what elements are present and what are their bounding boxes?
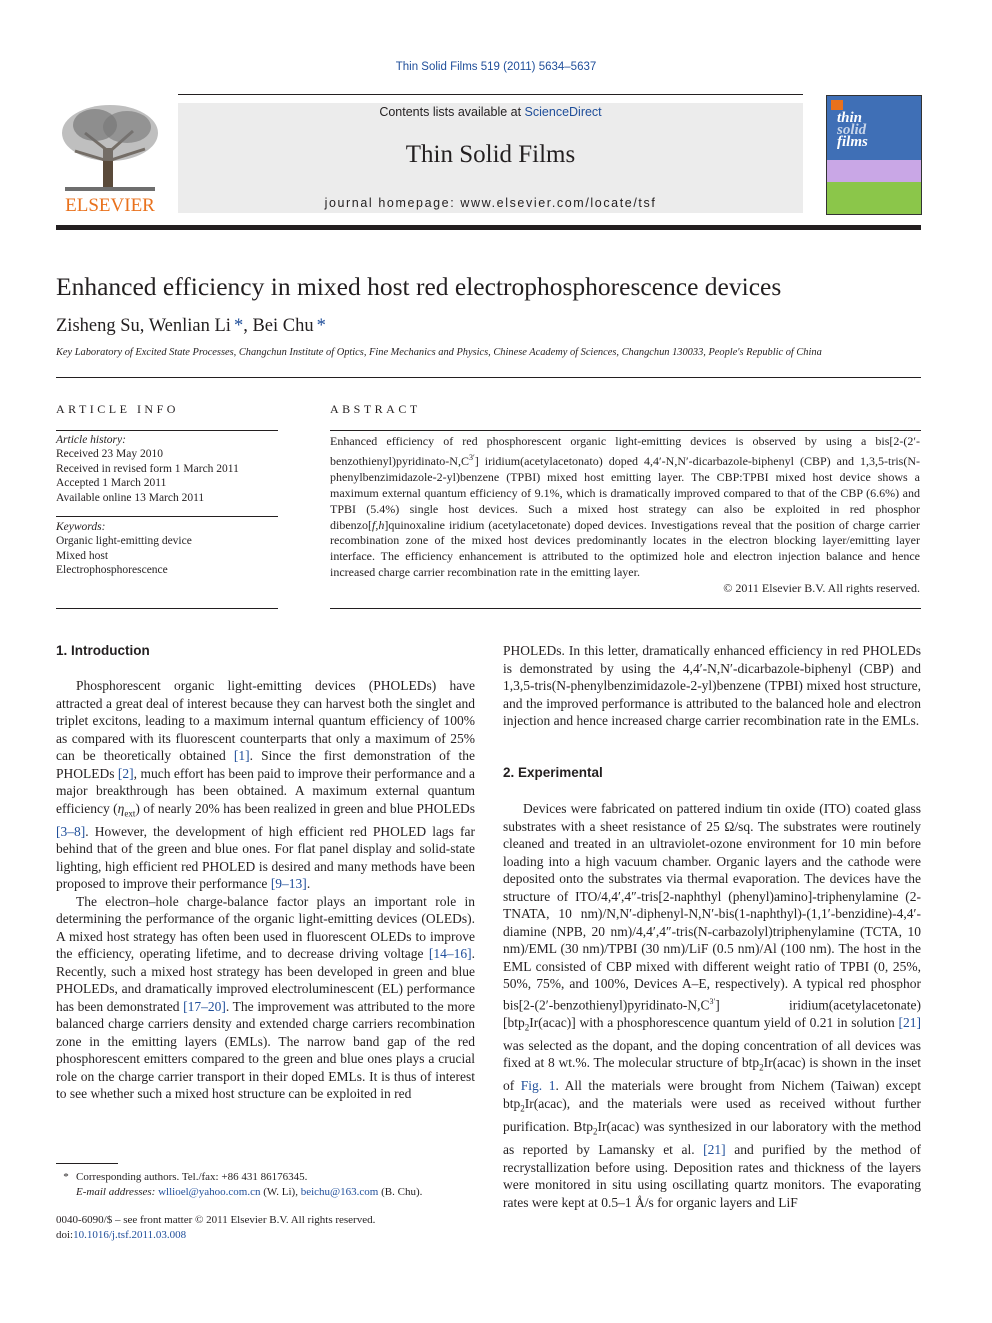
- ref-link[interactable]: [21]: [703, 1142, 726, 1158]
- affiliation: Key Laboratory of Excited State Processes, Changchun Institute of Optics, Fine Mechanics and Physics, Chinese Academy of Sciences, Changchun 130033, People's Republic of China: [56, 347, 822, 358]
- footnotes: * Corresponding authors. Tel./fax: +86 431 86176345. E-mail addresses: wllioel@yahoo.com.cn (W. Li), beichu@163.com (B. Chu).: [63, 1171, 423, 1198]
- abstract-heading: ABSTRACT: [330, 402, 421, 416]
- email-link[interactable]: beichu@163.com: [300, 1186, 379, 1198]
- journal-cover: [826, 95, 922, 215]
- elsevier-wordmark: ELSEVIER: [65, 195, 155, 215]
- contents-line: Contents lists available at ScienceDirect: [379, 105, 602, 119]
- article-info-heading: ARTICLE INFO: [56, 402, 179, 416]
- introduction-continued: PHOLEDs. In this letter, dramatically enhanced efficiency in red PHOLEDs is demonstrated by using the 4,4′-N,N′-dicarbazole-biphenyl (CBP) and 1,3,5-tris(N-phenylbenzimidazole-2-yl)benzene (TPBI) mixed host structure, and the improved performance is attributed to the balanced hole and electron injection and hence increased charge carrier recombination rate in the EMLs.: [503, 643, 921, 728]
- ref-link[interactable]: [2]: [117, 765, 134, 781]
- keywords-rule: [56, 516, 278, 517]
- abstract-body: Enhanced efficiency of red phosphorescent organic light-emitting devices is observed by using a $bis[2-(2'-benzothienyl)pyridinato-N,C^{3'}]$ iridium(acetylacetonato) doped 4,4′-N,N′-dicarbazole-biphenyl (CBP) and 1,3,5-tris(N-phenylbenzimidazole-2-yl)benzene (TPBI) mixed host emitting layer. The CBP:TPBI mixed host device shows a maximum external quantum efficiency of 9.1%, which is dramatically improved compared to that of the CBP (6.6%) and TPBI (5.4%) single host devices. Such a mixed host strategy can also be exploited in red phosphor dibenzo[f,h]quinoxaline iridium (acetylacetonate) doped devices. Investigations reveal that the position of charge carrier recombination zone of the mixed host devices predominantly locates in the electron blocking layer/emitting layer interface. The efficiency enhancement is attributed to the optimized hole and electron injection balance and hence increased charge carrier recombination rate in the emitting layer. © 2011 Elsevier B.V. All rights reserved.: [330, 434, 920, 596]
- cover-title-1: thin: [837, 110, 863, 126]
- journal-masthead: [178, 103, 803, 213]
- cover-title-3: films: [837, 134, 868, 150]
- journal-homepage[interactable]: journal homepage: www.elsevier.com/locate/tsf: [324, 196, 657, 210]
- corresponding-mark[interactable]: *: [233, 316, 244, 336]
- keywords: Keywords: Organic light-emitting device Mixed host Electrophosphorescence: [56, 521, 192, 577]
- author-name: Wenlian Li: [148, 316, 231, 336]
- abstract-rule: [330, 430, 921, 431]
- journal-title: Thin Solid Films: [405, 141, 576, 168]
- email-link[interactable]: wllioel@yahoo.com.cn: [158, 1186, 261, 1198]
- introduction-heading: 1. Introduction: [56, 643, 150, 658]
- ref-link[interactable]: [1]: [233, 748, 250, 763]
- doi-link[interactable]: 10.1016/j.tsf.2011.03.008: [73, 1229, 187, 1241]
- author-list: Zisheng Su, Wenlian Li *, Bei Chu *: [56, 316, 326, 336]
- article-info-rule: [56, 430, 278, 431]
- abstract-copyright: © 2011 Elsevier B.V. All rights reserved.: [723, 581, 920, 596]
- article-history: Article history: Received 23 May 2010 Received in revised form 1 March 2011 Accepted 1 March 2011 Available online 13 March 2011: [56, 434, 239, 504]
- cover-title-2: solid: [837, 122, 867, 138]
- sciencedirect-link[interactable]: ScienceDirect: [524, 105, 602, 119]
- title-rule: [56, 377, 921, 378]
- abstract-bottom-rule: [330, 608, 921, 609]
- paper-title: Enhanced efficiency in mixed host red electrophosphorescence devices: [56, 272, 782, 301]
- footnote-rule: [56, 1163, 118, 1164]
- elsevier-logo: [55, 103, 165, 215]
- ref-link[interactable]: [21]: [898, 1014, 921, 1030]
- figure-link[interactable]: Fig. 1: [520, 1078, 556, 1094]
- elsevier-tree-icon: [55, 103, 165, 215]
- experimental-heading: 2. Experimental: [503, 765, 603, 780]
- ref-link[interactable]: [9–13]: [270, 876, 307, 892]
- header-thick-rule: [56, 225, 921, 230]
- ref-link[interactable]: [3–8]: [56, 823, 86, 839]
- author-name: Zisheng Su: [56, 316, 140, 336]
- experimental-body: Devices were fabricated on pattered indium tin oxide (ITO) coated glass substrates with a sheet resistance of 25 Ω/sq. The substrates were routinely cleaned and treated in an ultraviolet-ozone environment for 10 min before loading into a high vacuum chamber. Organic layers and the cathode were deposited onto the substrates via thermal evaporation. The devices have the structure of ITO/4,4′,4″-tris[2-naphthyl (phenyl)amino]-triphenylamine (2-TNATA, 10 nm)/N,N′-diphenyl-N,N′-bis(1-naphthyl)-(1,1′-benzidine)-4,4′-diamine (NPB, 20 nm)/4,4′,4″-tris(N-carbazolyl)triphenylamine (TCTA, 10 nm)/EML (30 nm)/TPBI (30 nm)/LiF (0.5 nm)/Al (100 nm). The host in the EML consisted of CBP mixed with different weight ratio of TPBI (0, 25%, 50%, 75%, and 100%, Devices A–E, respectively). A typical red phosphor $bis[2-(2'-benzothienyl)pyridinato-N,C^{3'}]$ iridium(acetylacetonate) [btp$_2$Ir(acac)] with a phosphorescence quantum yield of 0.21 in solution [21] was selected as the dopant, and the doping concentration of all devices was fixed at 8 wt.%. The molecular structure of btp$_2$Ir(acac) is shown in the inset of Fig. 1. All the materials were brought from Nichem (Taiwan) except btp$_2$Ir(acac), and the materials were used as received without further purification. Btp$_2$Ir(acac) was synthesized in our laboratory with the method as reported by Lamansky et al. [21] and purified by the method of recrystallization before using. Deposition rates and thickness of the layers were monitored in situ using oscillating quartz monitors. The evaporating rates were kept at 0.5–1 Å/s for organic layers and LiF: [503, 801, 922, 1210]
- journal-citation[interactable]: Thin Solid Films 519 (2011) 5634–5637: [395, 61, 597, 73]
- ref-link[interactable]: [17–20]: [183, 998, 226, 1014]
- corresponding-mark[interactable]: *: [316, 316, 326, 336]
- author-name: Bei Chu: [252, 316, 314, 336]
- front-matter: 0040-6090/$ – see front matter © 2011 Elsevier B.V. All rights reserved. doi:10.1016/j.tsf.2011.03.008: [56, 1214, 376, 1241]
- ref-link[interactable]: [14–16]: [428, 946, 472, 962]
- header-rule: [178, 94, 803, 95]
- article-info-bottom-rule: [56, 608, 278, 609]
- introduction-body: Phosphorescent organic light-emitting devices (PHOLEDs) have attracted a great deal of interest because they can harvest both the singlet and triplet excitons, leading to a maximum internal quantum efficiency of 100% as compared with its fluorescent counterparts that only a maximum of 25% can be theoretically obtained [1]. Since the first demonstration of the PHOLEDs [2], much effort has been paid to improve their performance and a major breakthrough has been obtained. A maximum external quantum efficiency $(\eta_{ext})$ of nearly 20% has been realized in green and blue PHOLEDs [3–8]. However, the development of high efficient red PHOLED lags far behind that of the green and blue ones. For flat panel display and solid-state lighting, high efficient red PHOLED is desired and many methods have been proposed to improve their performance [9–13]. The electron–hole charge-balance factor plays an important role in determining the performance of the organic light-emitting devices (OLEDs). A mixed host strategy has often been used in fluorescent OLEDs to improve the efficiency, operating lifetime, and to decrease driving voltage [14–16]. Recently, such a mixed host strategy has been developed in green and blue PHOLEDs, and dramatically improved electroluminescent (EL) performance has been demonstrated [17–20]. The improvement was attributed to the more balanced charge carriers density and extended charge carriers recombination zone in the emitting layers (EMLs). The narrow band gap of the red phosphorescent emitters compared to the green and blue ones plays a crucial role on the charge carrier transport in their doped EMLs. It is thus of interest to see whether such a mixed host structure can be exploited in red: [56, 678, 475, 1102]
